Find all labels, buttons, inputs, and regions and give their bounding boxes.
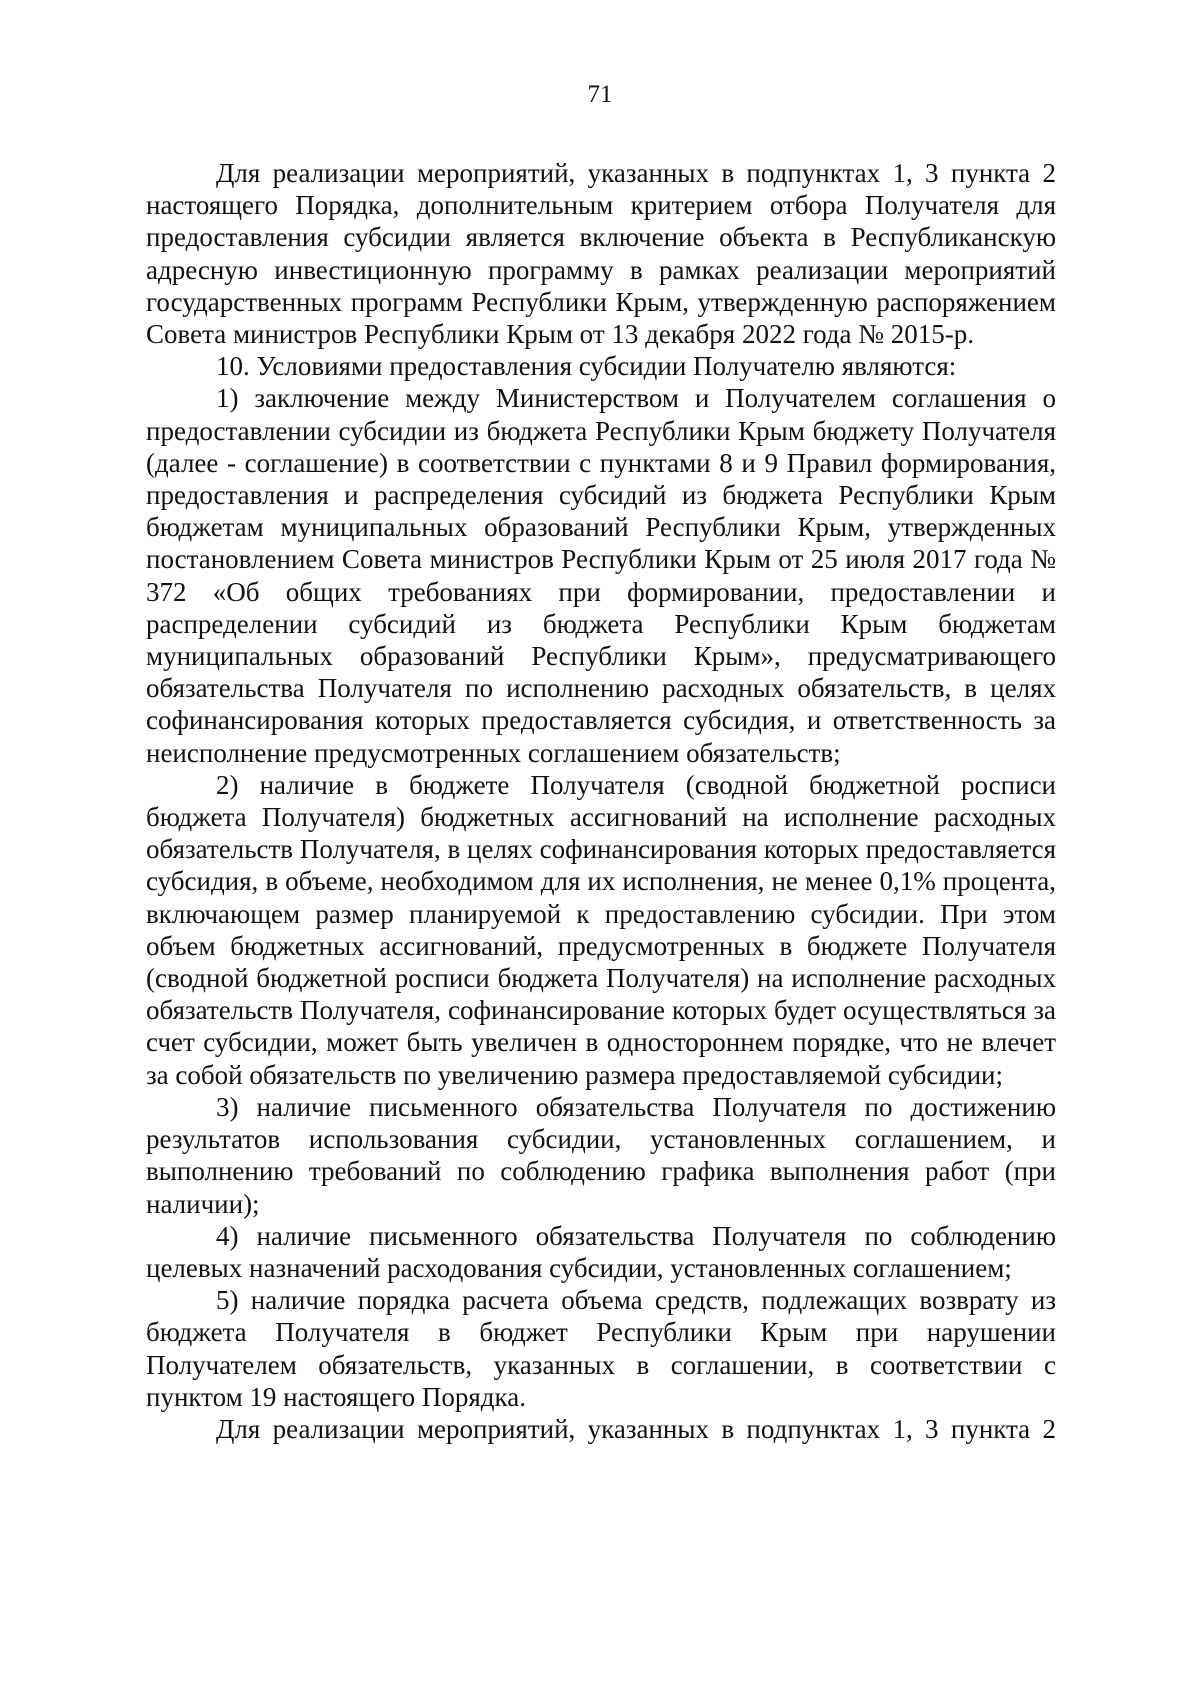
paragraph-condition-2: 2) наличие в бюджете Получателя (сводной бюджетной росписи бюджета Получателя) бюджетных ассигнований на исполнение расходных обязательств Получателя, в целях софинансирования которых предоставляется субсидия, в объеме, необходимом для их исполнения, не менее 0,1% процента, включающем размер планируемой к предоставлению субсидии. При этом объем бюджетных ассигнований, предусмотренных в бюджете Получателя (сводной бюджетной росписи бюджета Получателя) на исполнение расходных обязательств Получателя, софинансирование которых будет осуществляться за счет субсидии, может быть увеличен в одностороннем порядке, что не влечет за собой обязательств по увеличению размера предоставляемой субсидии; [146, 769, 1056, 1090]
paragraph-continued: Для реализации мероприятий, указанных в подпунктах 1, 3 пункта 2 [216, 1413, 1056, 1444]
paragraph-item-10-heading: 10. Условиями предоставления субсидии Получателю являются: [216, 351, 957, 382]
paragraph-condition-5: 5) наличие порядка расчета объема средств, подлежащих возврату из бюджета Получателя в бюджет Республики Крым при нарушении Получателем обязательств, указанных в соглашении, в соответствии с пунктом 19 настоящего Порядка. [146, 1285, 1056, 1412]
paragraph-condition-1: 1) заключение между Министерством и Получателем соглашения о предоставлении субсидии из бюджета Республики Крым бюджету Получателя (далее - соглашение) в соответствии с пунктами 8 и 9 Правил формирования, предоставления и распределения субсидий из бюджета Республики Крым бюджетам муниципальных образований Республики Крым, утвержденных постановлением Совета министров Республики Крым от 25 июля 2017 года № 372 «Об общих требованиях при формировании, предоставлении и распределении субсидий из бюджета Республики Крым бюджетам муниципальных образований Республики Крым», предусматривающего обязательства Получателя по исполнению расходных обязательств, в целях софинансирования которых предоставляется субсидия, и ответственность за неисполнение предусмотренных соглашением обязательств; [146, 383, 1056, 768]
paragraph-selection-criterion: Для реализации мероприятий, указанных в подпунктах 1, 3 пункта 2 настоящего Порядка, дополнительным критерием отбора Получателя для предоставления субсидии является включение объекта в Республиканскую адресную инвестиционную программу в рамках реализации мероприятий государственных программ Республики Крым, утвержденную распоряжением Совета министров Республики Крым от 13 декабря 2022 года № 2015-р. [146, 158, 1056, 350]
paragraph-condition-4: 4) наличие письменного обязательства Получателя по соблюдению целевых назначений расходования субсидии, установленных соглашением; [146, 1220, 1056, 1283]
document-body [146, 157, 1056, 1445]
paragraph-condition-3: 3) наличие письменного обязательства Получателя по достижению результатов использования субсидии, установленных соглашением, и выполнению требований по соблюдению графика выполнения работ (при наличии); [146, 1091, 1056, 1219]
page-number: 71 [587, 81, 613, 108]
